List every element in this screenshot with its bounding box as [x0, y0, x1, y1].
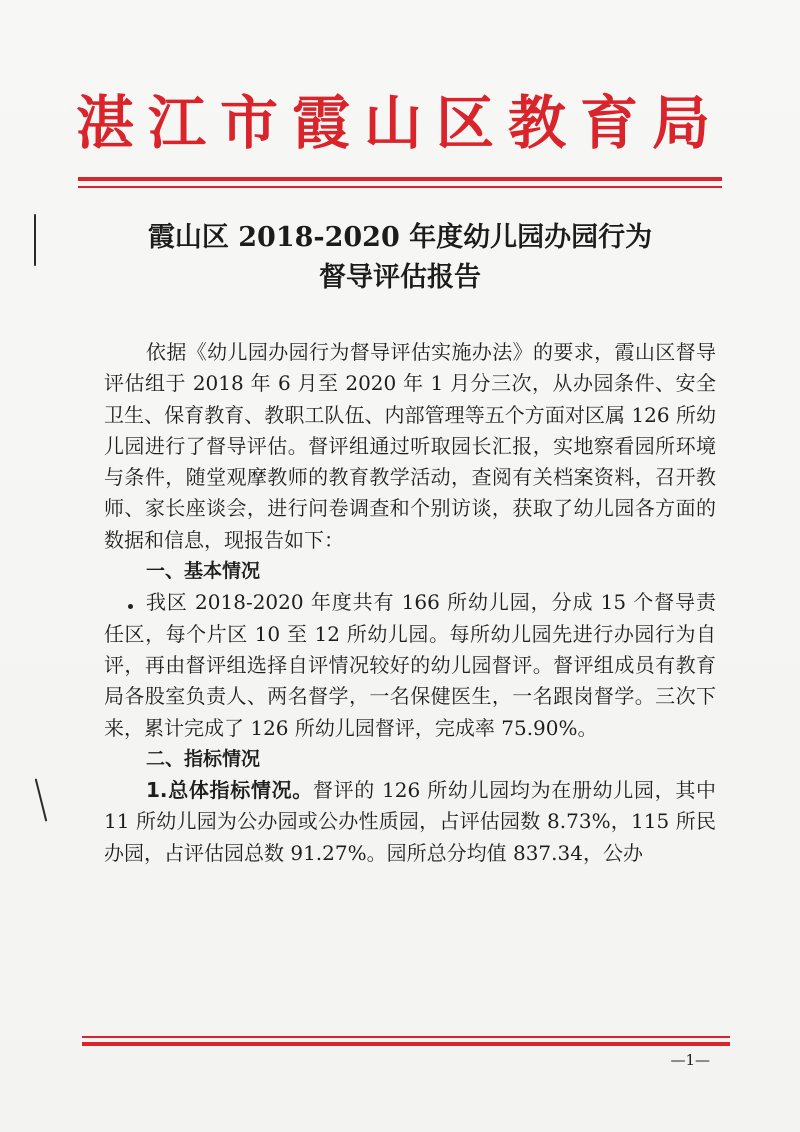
scan-margin-mark — [34, 214, 36, 266]
footer-rule-thin — [82, 1036, 730, 1038]
section-2-heading: 二、指标情况 — [146, 747, 261, 770]
letterhead-rule-thick — [78, 177, 722, 181]
scan-dot-mark — [128, 604, 133, 609]
page-number: —1— — [670, 1051, 710, 1069]
section-2-paragraph — [104, 775, 716, 869]
document-body — [104, 337, 716, 869]
section-2-text: 督评的 126 所幼儿园均为在册幼儿园，其中 11 所幼儿园为公办园或公办性质园，占评估园数 8.73%，115 所民办园，占评估园总数 91.27%。园所总分均值 837.34，公办 — [104, 778, 717, 865]
section-2-lead: 1.总体指标情况。 — [146, 778, 313, 803]
intro-paragraph: 依据《幼儿园办园行为督导评估实施办法》的要求，霞山区督导评估组于 2018 年 6 月至 2020 年 1 月分三次，从办园条件、安全卫生、保育教育、教职工队伍、内部管理等五个方面对区属 126 所幼儿园进行了督导评估。督评组通过听取园长汇报，实地察看园所环境与条件，随堂观摩教师的教育教学活动，查阅有关档案资料，召开教师、家长座谈会，进行问卷调查和个别访谈，获取了幼儿园各方面的数据和信息，现报告如下： — [104, 340, 716, 552]
letterhead-org-name: 湛江市霞山区教育局 — [75, 89, 724, 157]
scan-margin-mark — [35, 778, 48, 821]
document-title-line-1: 霞山区 2018-2020 年度幼儿园办园行为 — [147, 222, 653, 253]
section-1-paragraph: 我区 2018-2020 年度共有 166 所幼儿园，分成 15 个督导责任区，每个片区 10 至 12 所幼儿园。每所幼儿园先进行办园行为自评，再由督评组选择自评情况较好的幼儿园督评。督评组成员有教育局各股室负责人、两名督学，一名保健医生，一名跟岗督学。三次下来，累计完成了 126 所幼儿园督评，完成率 75.90%。 — [104, 590, 716, 740]
letterhead-rule-thin — [78, 186, 722, 188]
section-1-heading: 一、基本情况 — [146, 560, 261, 583]
document-title-line-2: 督导评估报告 — [319, 262, 481, 293]
footer-rule-thick — [82, 1042, 730, 1046]
